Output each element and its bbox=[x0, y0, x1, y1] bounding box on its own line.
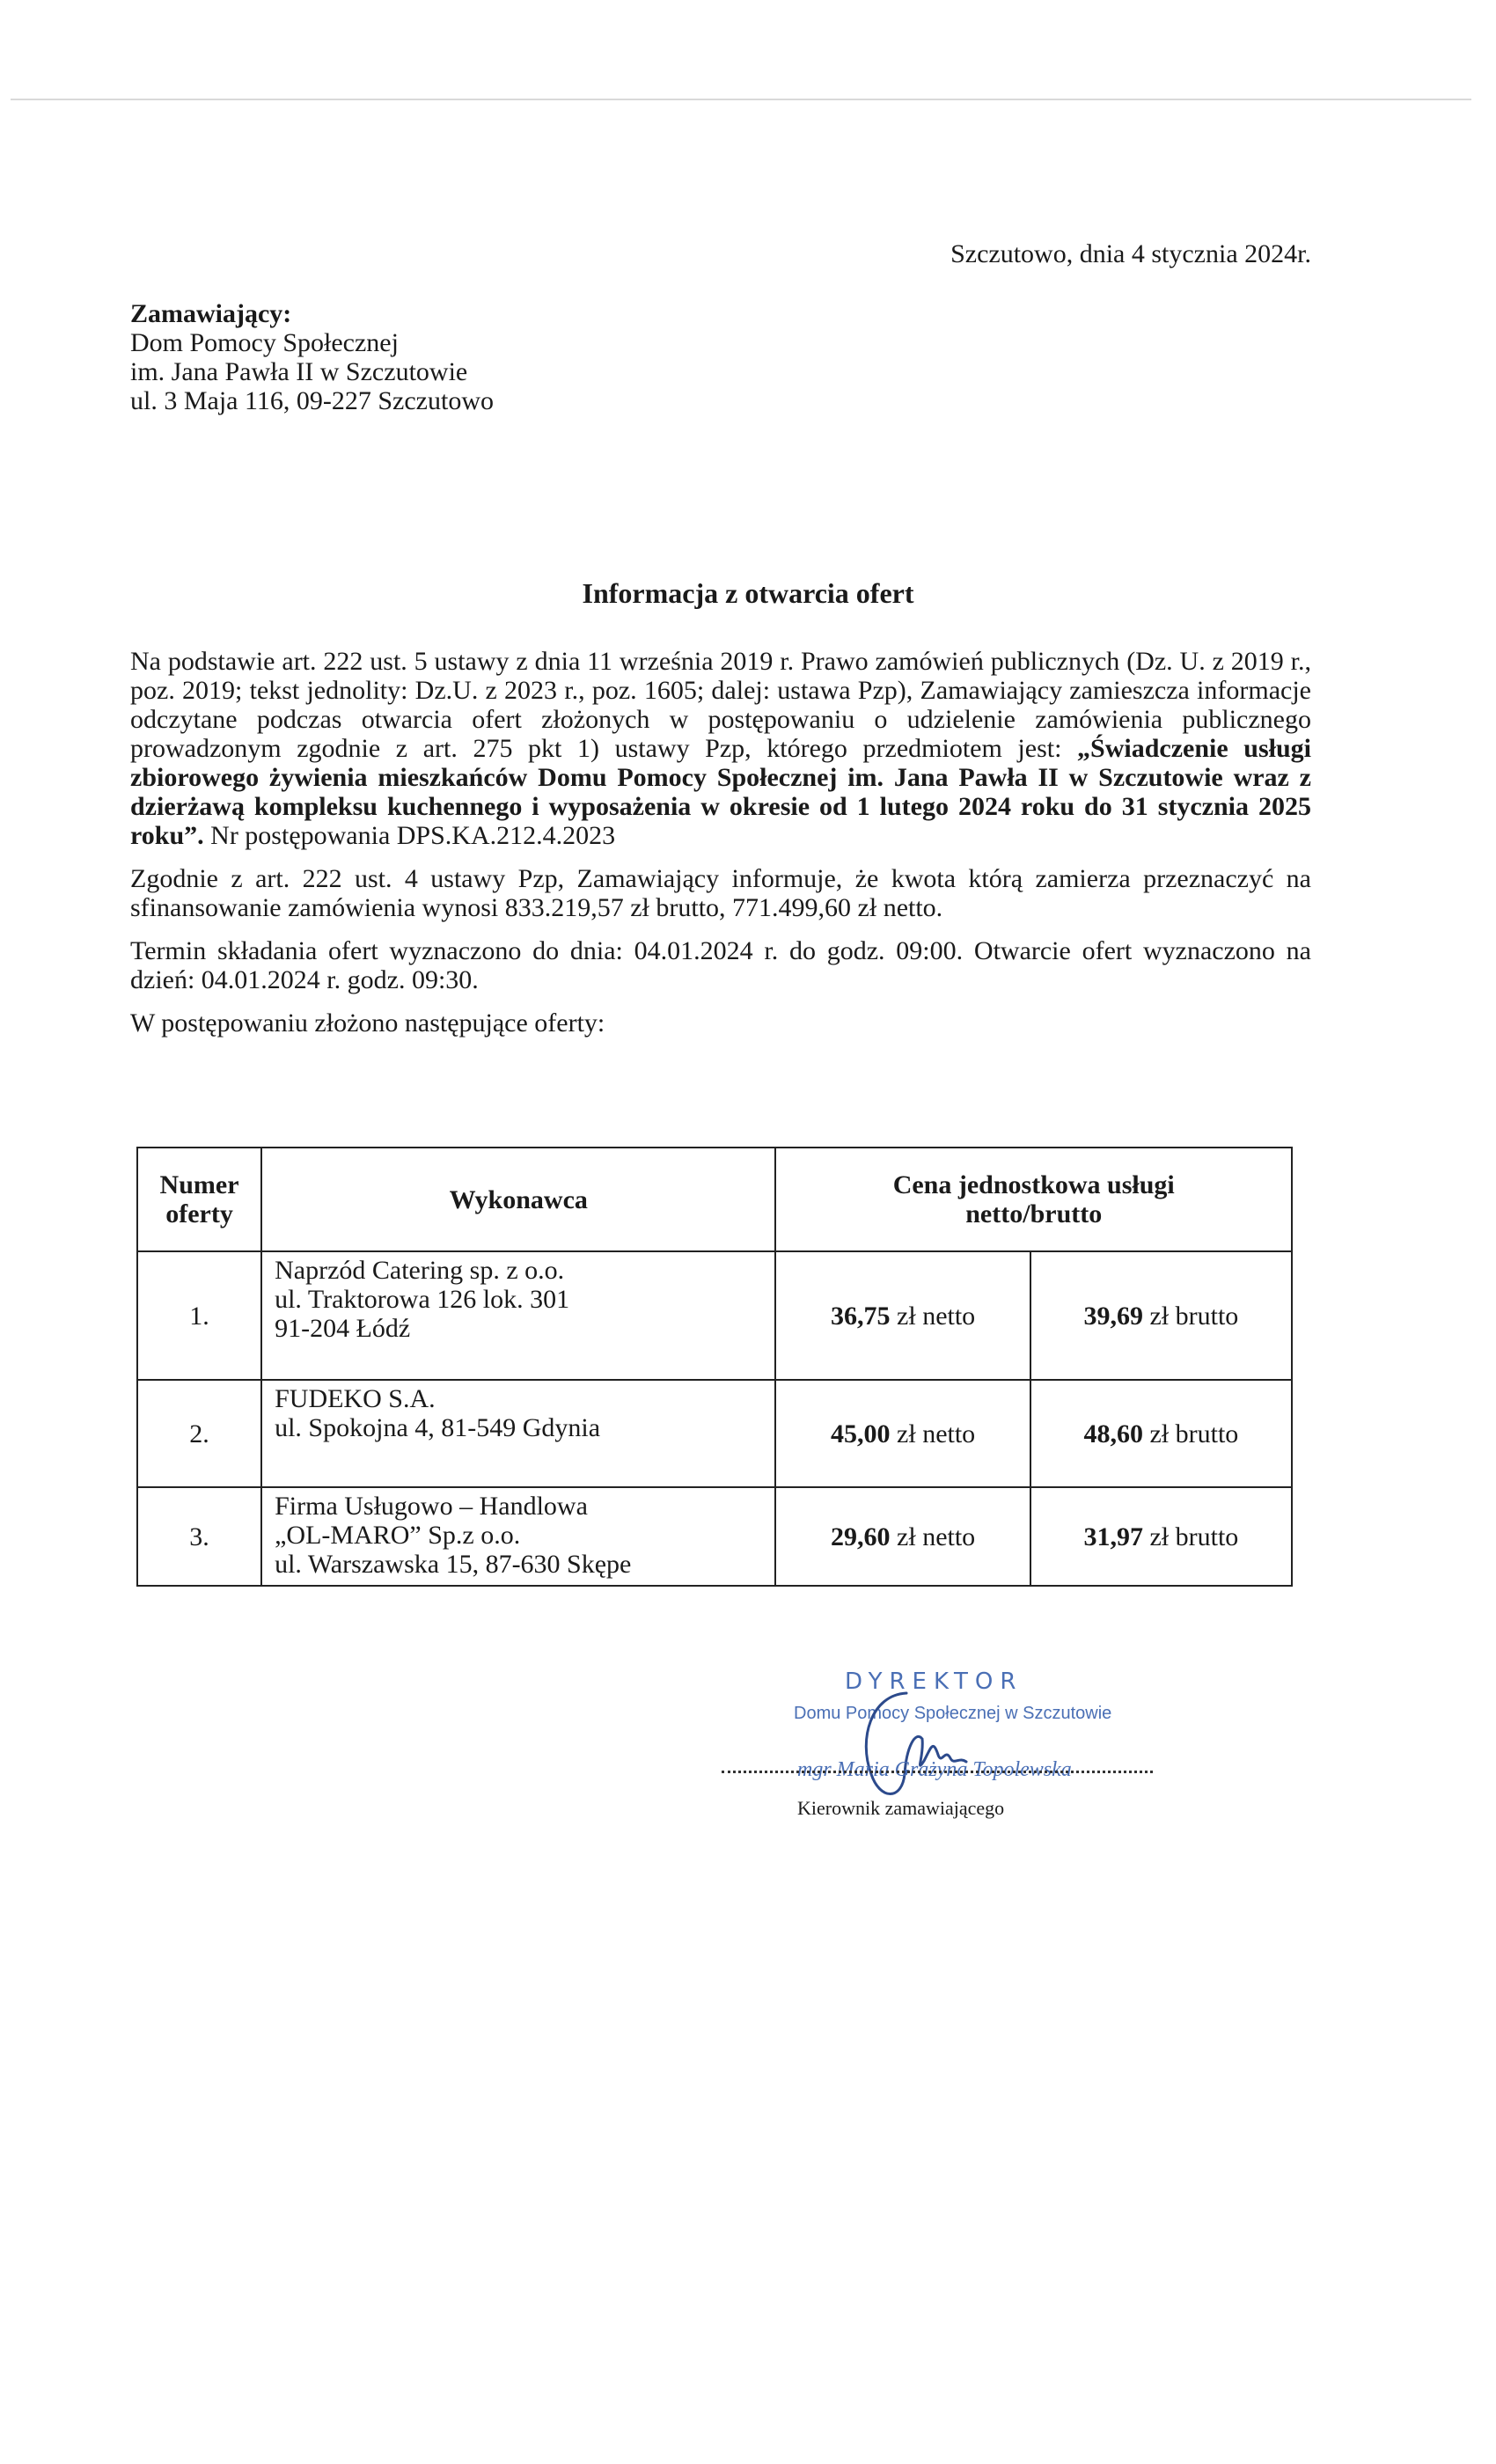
buyer-line-name: Dom Pomocy Społecznej bbox=[130, 328, 399, 357]
header-unit-price: Cena jednostkowa usługi netto/brutto bbox=[775, 1148, 1292, 1251]
net-price-cell bbox=[775, 1487, 1030, 1586]
vendor-address: ul. Spokojna 4, 81-549 Gdynia bbox=[275, 1413, 601, 1442]
stamp-signatory-name: mgr Maria Grażyna Topolewska bbox=[797, 1758, 1072, 1781]
net-price-value: 36,75 bbox=[831, 1301, 891, 1331]
gross-price-cell bbox=[1030, 1251, 1292, 1380]
vendor-cell bbox=[261, 1487, 775, 1586]
table-row bbox=[137, 1251, 1292, 1380]
gross-price-value: 31,97 bbox=[1083, 1522, 1143, 1551]
vendor-cell bbox=[261, 1380, 775, 1487]
net-price-unit: zł netto bbox=[890, 1522, 976, 1551]
vendor-cell bbox=[261, 1251, 775, 1380]
signature-dotted-line bbox=[722, 1771, 1153, 1773]
place-date: Szczutowo, dnia 4 stycznia 2024r. bbox=[950, 239, 1311, 268]
net-price-unit: zł netto bbox=[890, 1301, 976, 1331]
paragraph-deadline: Termin składania ofert wyznaczono do dnia: 04.01.2024 r. do godz. 09:00. Otwarcie ofert wyznaczono na dzień: 04.01.2024 r. godz. 09:30. bbox=[130, 936, 1311, 994]
offers-table bbox=[136, 1147, 1293, 1587]
offer-number: 3. bbox=[137, 1487, 261, 1586]
net-price-cell bbox=[775, 1380, 1030, 1487]
buyer-label: Zamawiający: bbox=[130, 299, 292, 328]
handwritten-signature bbox=[854, 1677, 977, 1809]
vendor-address: ul. Warszawska 15, 87-630 Skępe bbox=[275, 1550, 632, 1579]
buyer-line-address: ul. 3 Maja 116, 09-227 Szczutowo bbox=[130, 386, 494, 415]
vendor-name: Naprzód Catering sp. z o.o. bbox=[275, 1256, 565, 1285]
header-vendor: Wykonawca bbox=[261, 1148, 775, 1251]
paragraph-legal-basis bbox=[130, 647, 1311, 850]
net-price-unit: zł netto bbox=[890, 1419, 976, 1448]
gross-price-cell bbox=[1030, 1380, 1292, 1487]
paragraph-offers-intro: W postępowaniu złożono następujące oferty: bbox=[130, 1008, 605, 1038]
gross-price-cell bbox=[1030, 1487, 1292, 1586]
signature-caption: Kierownik zamawiającego bbox=[797, 1797, 1005, 1819]
offer-number: 2. bbox=[137, 1380, 261, 1487]
offer-number: 1. bbox=[137, 1251, 261, 1380]
header-offer-number: Numer oferty bbox=[137, 1148, 261, 1251]
net-price-cell bbox=[775, 1251, 1030, 1380]
procedure-number: Nr postępowania DPS.KA.212.4.2023 bbox=[203, 821, 616, 850]
paragraph-budget: Zgodnie z art. 222 ust. 4 ustawy Pzp, Zamawiający informuje, że kwota którą zamierza przeznaczyć na sfinansowanie zamówienia wynosi 833.219,57 zł brutto, 771.499,60 zł netto. bbox=[130, 864, 1311, 922]
net-price-value: 45,00 bbox=[831, 1419, 891, 1448]
document-title: Informacja z otwarcia ofert bbox=[582, 577, 914, 609]
vendor-street: ul. Traktorowa 126 lok. 301 bbox=[275, 1285, 570, 1314]
gross-price-unit: zł brutto bbox=[1142, 1522, 1239, 1551]
stamp-organization: Domu Pomocy Społecznej w Szczutowie bbox=[794, 1704, 1112, 1723]
vendor-brand: „OL-MARO” Sp.z o.o. bbox=[275, 1521, 521, 1550]
table-header-row bbox=[137, 1148, 1292, 1251]
table-row bbox=[137, 1487, 1292, 1586]
net-price-value: 29,60 bbox=[831, 1522, 891, 1551]
gross-price-value: 39,69 bbox=[1083, 1301, 1143, 1331]
vendor-name: FUDEKO S.A. bbox=[275, 1384, 436, 1413]
paragraph-intro: Na podstawie art. 222 ust. 5 ustawy z dnia 11 września 2019 r. Prawo zamówień publicznych (Dz. U. z 2019 r., poz. 2019; tekst jednolity: Dz.U. z 2023 r., poz. 1605; dalej: ustawa Pzp), Zamawiający zamieszcza informacje odczytane podczas otwarcia ofert złożonych w postępowaniu o udzielenie zamówienia publicznego prowadzonym zgodnie z art. 275 pkt 1) ustawy Pzp, którego przedmiotem jest: bbox=[130, 647, 1311, 763]
scan-edge-line bbox=[11, 99, 1471, 100]
buyer-block bbox=[130, 299, 494, 415]
document-body bbox=[130, 647, 1311, 1052]
buyer-line-patron: im. Jana Pawła II w Szczutowie bbox=[130, 357, 468, 386]
vendor-name: Firma Usługowo – Handlowa bbox=[275, 1492, 588, 1521]
gross-price-unit: zł brutto bbox=[1142, 1301, 1239, 1331]
vendor-city: 91-204 Łódź bbox=[275, 1314, 411, 1343]
table-row bbox=[137, 1380, 1292, 1487]
procurement-subject: „Świadczenie usługi zbiorowego żywienia mieszkańców Domu Pomocy Społecznej im. Jana Pawła II w Szczutowie wraz z dzierżawą kompleksu kuchennego i wyposażenia w okresie od 1 lutego 2024 roku do 31 stycznia 2025 roku”. bbox=[130, 734, 1311, 850]
stamp-title: DYREKTOR bbox=[845, 1668, 1023, 1695]
gross-price-unit: zł brutto bbox=[1142, 1419, 1239, 1448]
gross-price-value: 48,60 bbox=[1083, 1419, 1143, 1448]
